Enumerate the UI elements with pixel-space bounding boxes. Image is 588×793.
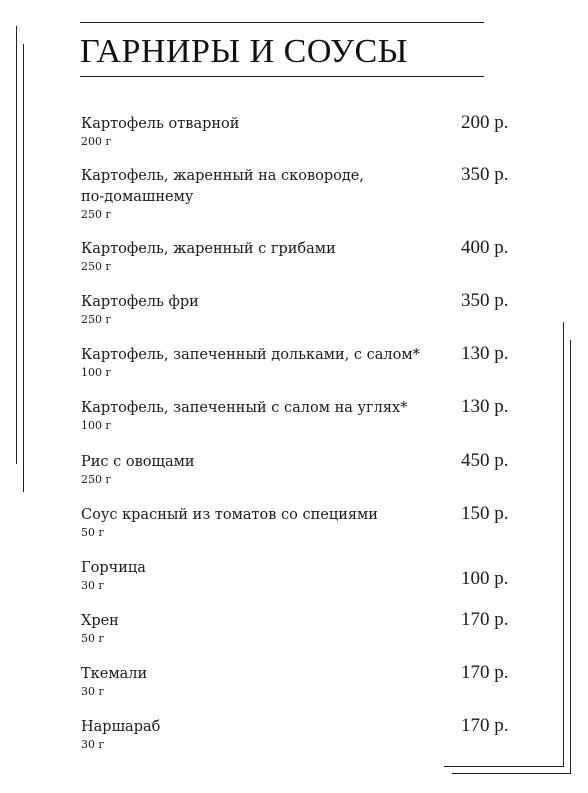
right-frame-line-outer [570, 340, 571, 773]
left-frame-line-outer [16, 26, 17, 464]
menu-item-weight: 30 г [81, 738, 105, 751]
menu-item [81, 345, 511, 380]
menu-item [81, 505, 511, 540]
menu-item-price: 100 р. [461, 568, 509, 589]
menu-item-price: 130 р. [461, 343, 509, 364]
menu-item-name: Соус красный из томатов со специями [81, 507, 378, 523]
menu-item-weight: 50 г [81, 632, 105, 645]
menu-item [81, 717, 511, 752]
menu-item-weight: 100 г [81, 419, 112, 432]
menu-item-weight: 250 г [81, 208, 112, 221]
menu-item-weight: 250 г [81, 473, 112, 486]
menu-item-price: 350 р. [461, 290, 509, 311]
menu-item-price: 200 р. [461, 112, 509, 133]
menu-item [81, 166, 511, 222]
menu-item-weight: 30 г [81, 579, 105, 592]
menu-item-name: Картофель, запеченный с салом на углях* [81, 400, 408, 416]
menu-item-weight: 50 г [81, 526, 105, 539]
page-title: ГАРНИРЫ И СОУСЫ [80, 33, 408, 70]
menu-item-name: Картофель отварной [81, 116, 240, 132]
bottom-rule-inner [444, 766, 564, 767]
menu-item-price: 150 р. [461, 503, 509, 524]
menu-item-name: Картофель, запеченный дольками, с салом* [81, 347, 420, 363]
menu-item [81, 558, 511, 593]
menu-item-name: Ткемали [81, 666, 148, 682]
menu-item-name: Картофель фри [81, 294, 199, 310]
menu-item [81, 398, 511, 433]
left-frame-line-inner [23, 44, 24, 492]
menu-item [81, 664, 511, 699]
menu-item [81, 292, 511, 327]
menu-item-name: Наршараб [81, 719, 161, 735]
menu-item-weight: 250 г [81, 313, 112, 326]
menu-item-name: Хрен [81, 613, 119, 629]
menu-item-price: 350 р. [461, 164, 509, 185]
menu-item-price: 170 р. [461, 609, 509, 630]
menu-item-weight: 100 г [81, 366, 112, 379]
menu-item-price: 400 р. [461, 237, 509, 258]
menu-item [81, 114, 511, 149]
menu-item-name: Картофель, жаренный с грибами [81, 241, 336, 257]
menu-item-price: 170 р. [461, 662, 509, 683]
menu-item [81, 611, 511, 646]
menu-item-weight: 30 г [81, 685, 105, 698]
menu-item-name: Горчица [81, 560, 146, 576]
menu-item-name: Картофель, жаренный на сковороде, по-домашнему [81, 168, 364, 205]
menu-item-price: 450 р. [461, 450, 509, 471]
menu-item [81, 239, 511, 274]
bottom-rule-outer [452, 773, 571, 774]
menu-item-name: Рис с овощами [81, 454, 195, 470]
menu-item-weight: 200 г [81, 135, 112, 148]
title-underline [80, 76, 484, 77]
menu-item-price: 130 р. [461, 396, 509, 417]
menu-item-price: 170 р. [461, 715, 509, 736]
right-frame-line-inner [563, 322, 564, 766]
menu-item [81, 452, 511, 487]
menu-item-weight: 250 г [81, 260, 112, 273]
top-rule [80, 22, 484, 23]
